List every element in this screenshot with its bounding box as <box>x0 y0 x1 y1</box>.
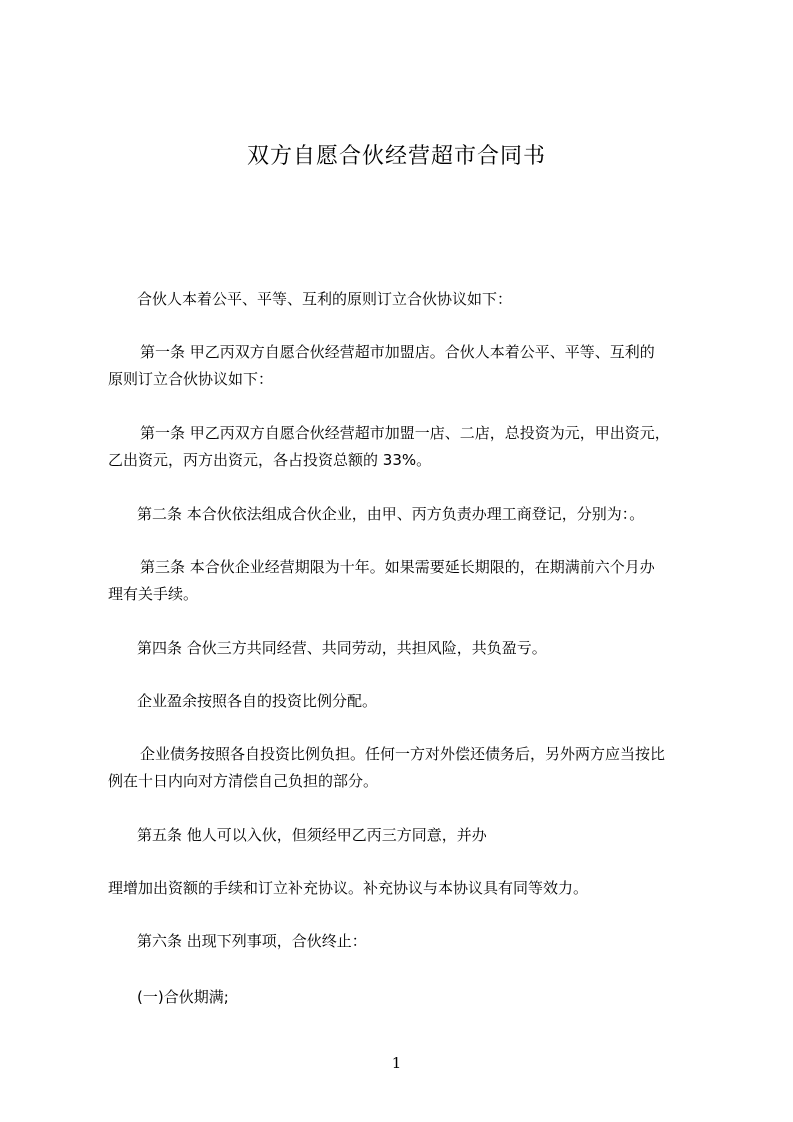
paragraph-line: 例在十日内向对方清偿自己负担的部分。 <box>108 772 379 790</box>
paragraph-article-1b <box>108 420 703 474</box>
paragraph-article-5-continued <box>108 875 703 902</box>
paragraph-article-4 <box>108 635 703 662</box>
paragraph-debt-sharing <box>108 741 703 795</box>
paragraph-line: 原则订立合伙协议如下： <box>108 370 274 388</box>
document-title: 双方自愿合伙经营超市合同书 <box>246 144 546 169</box>
paragraph-line: 第二条 本合伙依法组成合伙企业，由甲、丙方负责办理工商登记，分别为：。 <box>137 505 645 523</box>
paragraph-line: 第一条 甲乙丙双方自愿合伙经营超市加盟一店、二店，总投资为元，甲出资元， <box>140 424 670 442</box>
paragraph-line: 乙出资元，丙方出资元，各占投资总额的 33%。 <box>108 451 432 469</box>
paragraph-line: 理增加出资额的手续和订立补充协议。补充协议与本协议具有同等效力。 <box>108 879 589 897</box>
paragraph-line: 第四条 合伙三方共同经营、共同劳动，共担风险，共负盈亏。 <box>137 639 547 657</box>
paragraph-line: 第五条 他人可以入伙，但须经甲乙丙三方同意，并办 <box>137 826 487 844</box>
paragraph-article-5 <box>108 822 703 849</box>
paragraph-article-6 <box>108 928 703 955</box>
paragraph-line: 理有关手续。 <box>108 585 199 603</box>
paragraph-article-1a <box>108 339 703 393</box>
paragraph-line: 第一条 甲乙丙双方自愿合伙经营超市加盟店。合伙人本着公平、平等、互利的 <box>140 343 655 361</box>
paragraph-article-3 <box>108 554 703 608</box>
paragraph-line: 第三条 本合伙企业经营期限为十年。如果需要延长期限的，在期满前六个月办 <box>140 558 655 576</box>
paragraph-line: 第六条 出现下列事项，合伙终止： <box>137 932 367 950</box>
paragraph-line: (一)合伙期满; <box>137 988 229 1006</box>
page-number: 1 <box>391 1054 402 1072</box>
paragraph-termination-item-1 <box>108 984 703 1011</box>
paragraph-intro <box>108 286 703 313</box>
paragraph-line: 企业债务按照各自投资比例负担。任何一方对外偿还债务后，另外两方应当按比 <box>140 745 666 763</box>
paragraph-article-2 <box>108 501 703 528</box>
paragraph-line: 企业盈余按照各自的投资比例分配。 <box>137 692 378 710</box>
paragraph-profit-distribution <box>108 688 703 715</box>
paragraph-line: 合伙人本着公平、平等、互利的原则订立合伙协议如下： <box>137 290 513 308</box>
